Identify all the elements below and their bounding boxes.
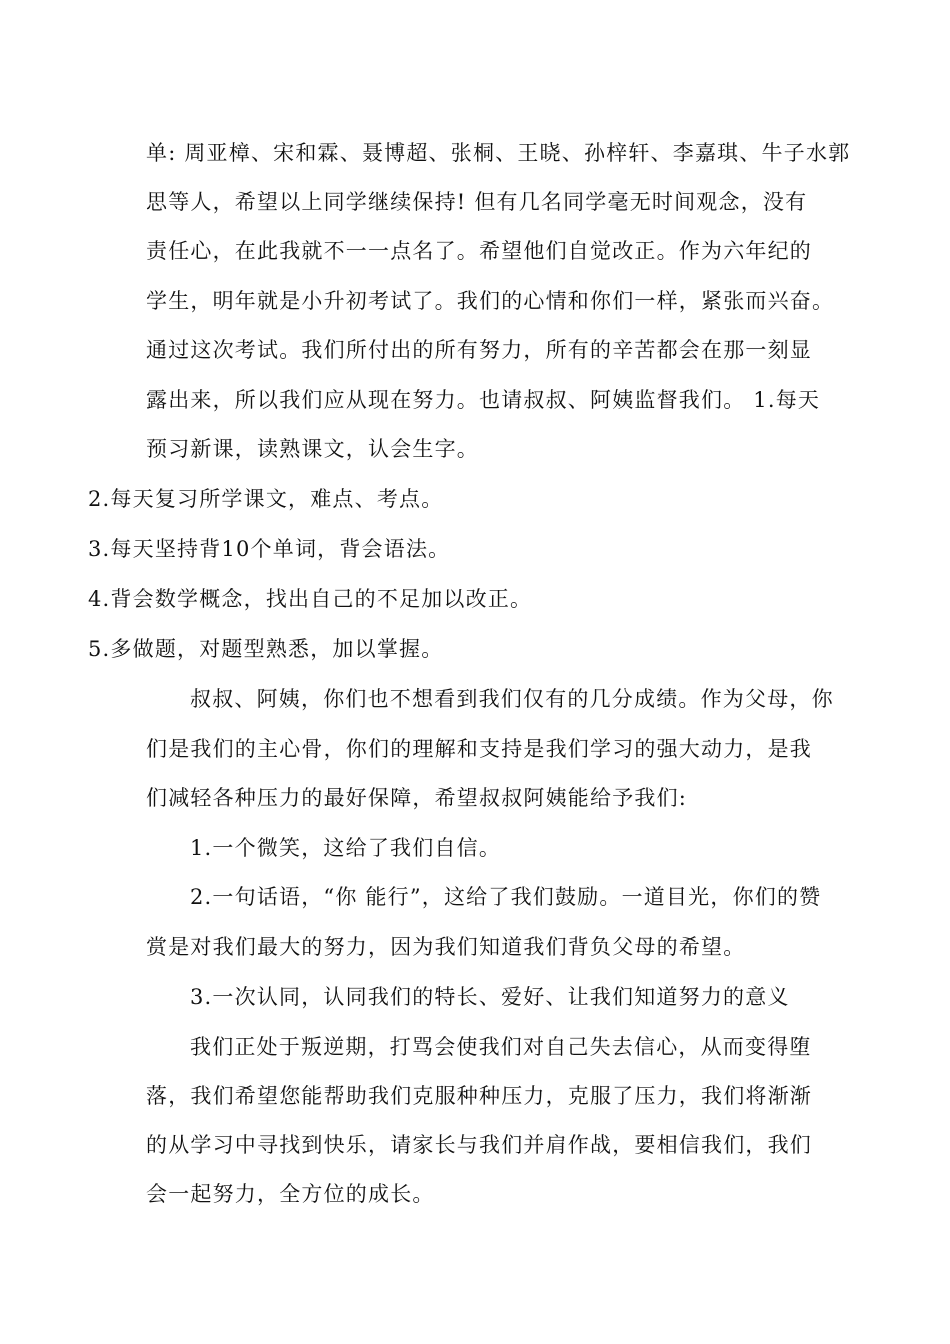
paragraph-line: 们是我们的主心骨，你们的理解和支持是我们学习的强大动力，是我 xyxy=(146,737,812,761)
list-item: 4.背会数学概念，找出自己的不足加以改正。 xyxy=(88,587,533,611)
paragraph-line: 责任心，在此我就不一一点名了。希望他们自觉改正。作为六年纪的 xyxy=(146,239,812,263)
paragraph-line: 的从学习中寻找到快乐，请家长与我们并肩作战，要相信我们，我们 xyxy=(146,1133,812,1157)
list-item: 2.一句话语，“你 能行”，这给了我们鼓励。一道目光，你们的赞 xyxy=(190,885,822,909)
list-item: 3.每天坚持背10个单词，背会语法。 xyxy=(88,537,451,561)
paragraph-line: 赏是对我们最大的努力，因为我们知道我们背负父母的希望。 xyxy=(146,935,746,959)
paragraph-line: 通过这次考试。我们所付出的所有努力，所有的辛苦都会在那一刻显 xyxy=(146,338,812,362)
list-item: 5.多做题，对题型熟悉，加以掌握。 xyxy=(88,637,444,661)
list-item: 1.一个微笑，这给了我们自信。 xyxy=(190,836,502,860)
paragraph-line: 单: 周亚樟、宋和霖、聂博超、张桐、王晓、孙梓轩、李嘉琪、牛子水郭 xyxy=(146,141,851,165)
paragraph-line: 学生，明年就是小升初考试了。我们的心情和你们一样，紧张而兴奋。 xyxy=(146,289,835,313)
paragraph-line: 我们正处于叛逆期，打骂会使我们对自己失去信心，从而变得堕 xyxy=(190,1035,812,1059)
paragraph-line: 叔叔、阿姨，你们也不想看到我们仅有的几分成绩。作为父母，你 xyxy=(190,687,834,711)
list-item: 3.一次认同，认同我们的特长、爱好、让我们知道努力的意义 xyxy=(190,985,790,1009)
paragraph-line: 落，我们希望您能帮助我们克服种种压力，克服了压力，我们将渐渐 xyxy=(146,1084,812,1108)
paragraph-line: 们减轻各种压力的最好保障，希望叔叔阿姨能给予我们: xyxy=(146,786,688,810)
paragraph-line: 露出来，所以我们应从现在努力。也请叔叔、阿姨监督我们。 1.每天 xyxy=(146,388,821,412)
paragraph-line: 思等人，希望以上同学继续保持! 但有几名同学毫无时间观念，没有 xyxy=(146,190,808,214)
paragraph-line: 会一起努力，全方位的成长。 xyxy=(146,1182,435,1206)
list-item: 2.每天复习所学课文，难点、考点。 xyxy=(88,487,444,511)
paragraph-line: 预习新课，读熟课文，认会生字。 xyxy=(146,437,479,461)
